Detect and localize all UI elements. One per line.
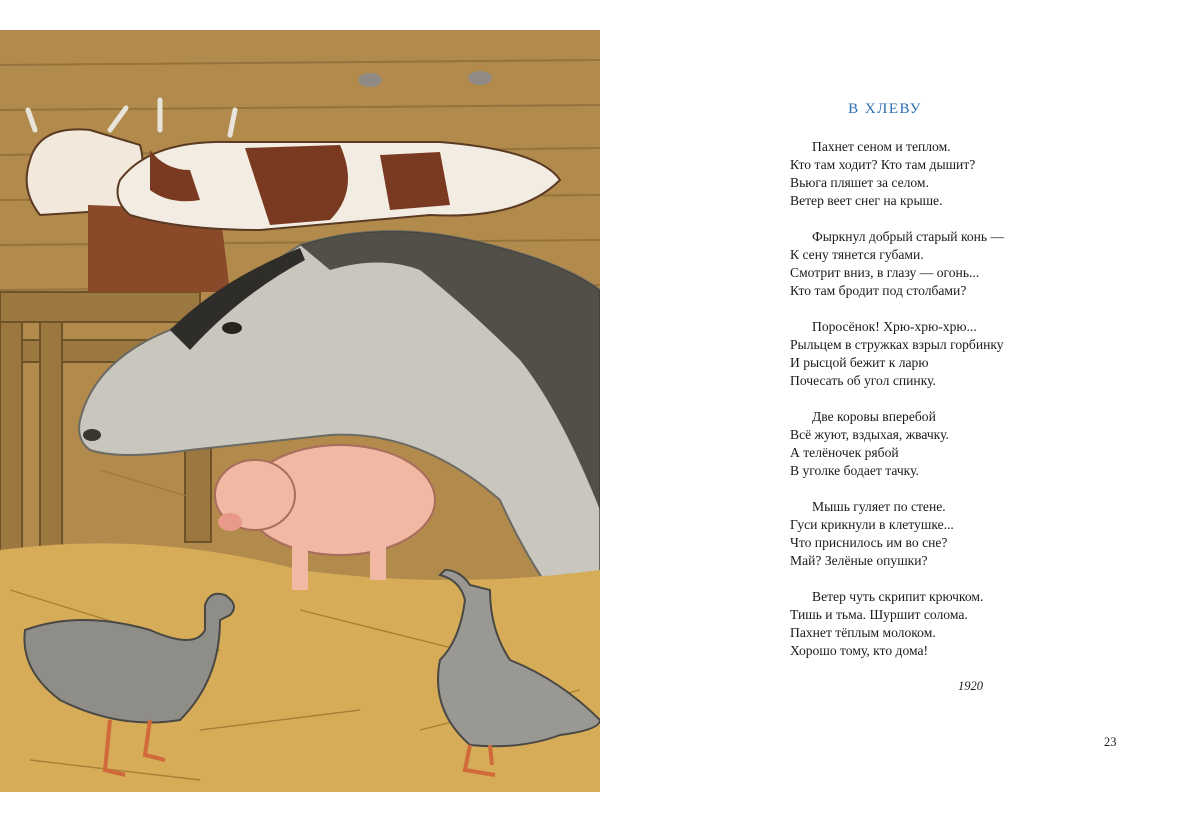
poem-line: Всё жуют, вздыхая, жвачку. — [790, 427, 949, 442]
stanza — [790, 408, 1110, 480]
poem-line: Май? Зелёные опушки? — [790, 553, 928, 568]
page-number: 23 — [1104, 735, 1117, 749]
stanza — [790, 228, 1110, 300]
stanza — [790, 318, 1110, 390]
poem-line: Поросёнок! Хрю-хрю-хрю... — [812, 319, 977, 334]
poem-line: К сену тянется губами. — [790, 247, 924, 262]
barn-scene-image — [0, 30, 600, 792]
stanza — [790, 498, 1110, 570]
poem-line: Кто там бродит под столбами? — [790, 283, 967, 298]
poem-line: Мышь гуляет по стене. — [812, 499, 946, 514]
poem-line: Кто там ходит? Кто там дышит? — [790, 157, 976, 172]
poem-body — [790, 138, 1110, 678]
poem-line: Фыркнул добрый старый конь — — [812, 229, 1005, 244]
poem-line: Пахнет тёплым молоком. — [790, 625, 936, 640]
poem-line: Ветер веет снег на крыше. — [790, 193, 943, 208]
poem-line: Тишь и тьма. Шуршит солома. — [790, 607, 968, 622]
stanza — [790, 138, 1110, 210]
poem-line: И рысцой бежит к ларю — [790, 355, 929, 370]
barn-illustration — [0, 30, 600, 792]
poem-line: Что приснилось им во сне? — [790, 535, 948, 550]
poem-line: Две коровы вперебой — [812, 409, 936, 424]
poem-line: Почесать об угол спинку. — [790, 373, 936, 388]
poem-line: Хорошо тому, кто дома! — [790, 643, 929, 658]
poem-line: В уголке бодает тачку. — [790, 463, 919, 478]
poem-line: А телёночек рябой — [790, 445, 899, 460]
poem-year: 1920 — [958, 679, 983, 693]
poem-line: Гуси крикнули в клетушке... — [790, 517, 954, 532]
stanza — [790, 588, 1110, 660]
poem-line: Вьюга пляшет за селом. — [790, 175, 929, 190]
poem-line: Пахнет сеном и теплом. — [812, 139, 951, 154]
poem-line: Рыльцем в стружках взрыл горбинку — [790, 337, 1004, 352]
poem-line: Ветер чуть скрипит крючком. — [812, 589, 984, 604]
poem-line: Смотрит вниз, в глазу — огонь... — [790, 265, 980, 280]
poem-title: В ХЛЕВУ — [848, 101, 922, 117]
